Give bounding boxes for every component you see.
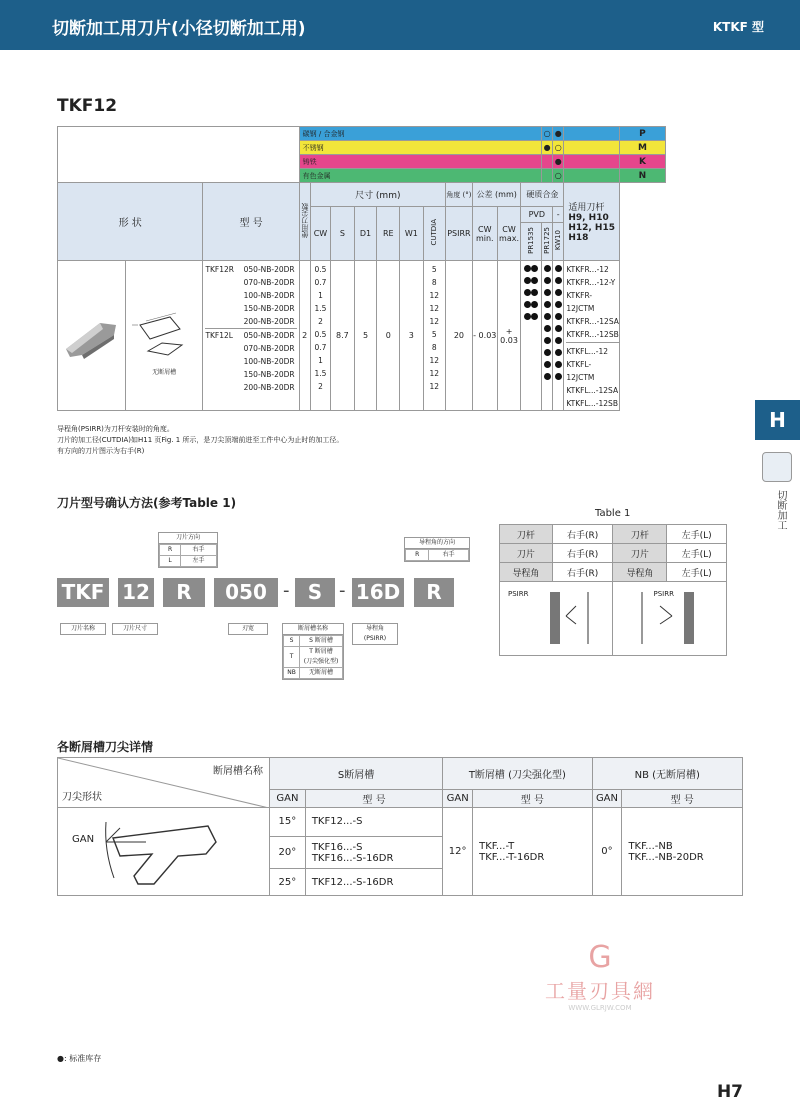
model-l-050: 050-NB-20DR	[243, 331, 295, 340]
insert-photo-icon	[58, 305, 124, 365]
model-cell	[203, 261, 299, 411]
group-l: TKF12L	[205, 331, 233, 340]
material-p-name: 碳钢 / 合金钢	[299, 127, 541, 141]
psirr-value: 20	[445, 261, 472, 411]
note-cutdia: 刀片的加工径(CUTDIA)如H11 页Fig. 1 所示，是刀尖顶端前进至工件中心为止时的加工径。	[57, 436, 344, 444]
material-k-name: 铸铁	[299, 155, 541, 169]
page-title: 切断加工用刀片(小径切断加工用)	[52, 19, 306, 39]
code-dash-1: -	[283, 580, 290, 601]
grade-pr1535: PR1535	[527, 227, 536, 254]
chip-box-title: 断屑槽名称	[283, 624, 343, 635]
material-n-name: 有色金属	[299, 169, 541, 183]
re-value: 0	[377, 261, 400, 411]
insert-drawing	[125, 261, 203, 411]
col-d1: D1	[354, 207, 377, 261]
stock-pr1535	[521, 261, 542, 411]
group-r: TKF12R	[205, 265, 235, 274]
material-m-name: 不锈钢	[299, 141, 541, 155]
code-s: S	[295, 578, 335, 607]
col-w1: W1	[400, 207, 423, 261]
spec-table: 碳钢 / 合金钢 ○ ● P 不锈钢 ● ○ M 铸铁 ● K 有色金属 ○ N 形 状 型 号 使用刀尖数 尺寸 (mm) 角度 (°) 公差 (mm) 硬质合金 适用刀杆 H9, H10 H12, H15 H18 CW S D1 RE W1 CUTDIA PSIRR CW min. CW max. PVD - PR1535 PR1725 KW10 无断屑槽 TKF12R 050-NB-20DR 070-NB-20DR 100-NB-20DR 150-NB-20DR 200-NB-20DR TKF12L 050-NB-20DR 070-NB-20DR 100-NB-20DR 150-NB-20DR 200-NB-20DR 2 0.5 0.7 1 1.5 2 0.5 0.7 1 1.5 2 8.7 5 0 3 5 8 12 12 12 5 8 12 12 12 20 - 0.03 + 0.03 KTKFR...-12 KTKFR...-12-Y KTKFR-12JCTM KTKFR...-12SA KTKFR...-12SB KTKFL...-12 KTKFL-12JCTM KTKFL...-12SA KTKFL...-12SB	[57, 126, 666, 411]
size-header: 尺寸 (mm)	[310, 183, 445, 207]
holder-header	[564, 183, 620, 261]
note-direction: 有方向的刀片图示为右手(R)	[57, 447, 145, 455]
corners-header: 使用刀尖数	[300, 203, 309, 238]
tip-shape-drawing: GAN	[58, 808, 270, 896]
breaker-title: 各断屑槽刀尖详情	[57, 740, 154, 754]
material-n-code: N	[619, 169, 665, 183]
col-psirr: PSIRR	[445, 207, 472, 261]
d1-value: 5	[354, 261, 377, 411]
model-r-150: 150-NB-20DR	[243, 304, 295, 313]
table1: 刀杆 右手(R) 刀杆 左手(L) 刀片 右手(R) 刀片 左手(L) 导程角 右手(R) 导程角 左手(L) PSIRR PSIRR	[499, 524, 727, 656]
model-l-070: 070-NB-20DR	[243, 344, 295, 353]
label-name: 刀片名称	[60, 623, 106, 635]
nb-models: TKF...-NB TKF...-NB-20DR	[622, 808, 743, 896]
holder-header-title: 适用刀杆	[568, 203, 605, 213]
code-050: 050	[214, 578, 278, 607]
label-lead: 导程角 (PSIRR)	[352, 623, 398, 645]
material-m-code: M	[619, 141, 665, 155]
col-cw: CW	[310, 207, 331, 261]
page-number: H7	[716, 1082, 743, 1102]
corner-cell: 断屑槽名称 刀尖形状	[58, 758, 270, 808]
col-cutdia: CUTDIA	[430, 219, 439, 246]
nb-gan: 0°	[592, 808, 622, 896]
page-header	[0, 0, 800, 50]
chip-box: 断屑槽名称 S S 断屑槽 T T 断屑槽 (刀尖强化型) NB 无断屑槽	[282, 623, 344, 680]
code-12: 12	[118, 578, 154, 607]
code-title: 刀片型号确认方法(参考Table 1)	[57, 496, 237, 510]
note-psirr: 导程角(PSIRR)为刀杆安装时的角度。	[57, 425, 174, 433]
grade-header: 硬质合金	[521, 183, 564, 207]
col-cwmin: CW min.	[472, 207, 497, 261]
t-gan: 12°	[443, 808, 473, 896]
grade-kw10: KW10	[554, 230, 563, 251]
holder-header-h9: H9, H10	[568, 213, 609, 223]
angle-header: 角度 (°)	[445, 183, 472, 207]
code-lead-r: R	[414, 578, 454, 607]
material-p-code: P	[619, 127, 665, 141]
col-s: S	[331, 207, 354, 261]
watermark: G 工量刃具網 WWW.GLRJW.COM	[545, 940, 655, 1012]
col-cwmax: CW max.	[497, 207, 521, 261]
model-r-070: 070-NB-20DR	[243, 278, 295, 287]
table1-title: Table 1	[595, 508, 631, 519]
side-tab-h[interactable]: H	[755, 400, 800, 440]
holder-values: KTKFR...-12 KTKFR...-12-Y KTKFR-12JCTM KTKFR...-12SA KTKFR...-12SB KTKFL...-12 KTKFL-12JCTM KTKFL...-12SA KTKFL...-12SB	[564, 261, 620, 411]
notes	[57, 424, 343, 457]
tolerance-header: 公差 (mm)	[472, 183, 521, 207]
model-header: 型 号	[203, 183, 299, 261]
pvd-header: PVD	[521, 207, 553, 223]
insert-photo	[58, 261, 126, 411]
direction-box-title: 刀片方向	[159, 533, 217, 544]
s-breaker-title: S断屑槽	[270, 758, 443, 790]
lead-box-title: 导程角的方向	[405, 538, 469, 549]
breaker-table: 断屑槽名称 刀尖形状 S断屑槽 T断屑槽 (刀尖强化型) NB (无断屑槽) GAN 型 号 GAN 型 号 GAN 型 号 GAN 15° TKF12...-S 12° TKF...-T TKF...-T-16DR 0° TKF...-NB TKF...-NB-20DR 20° TKF16...-S TKF16...-S-16DR 25° TKF12...-S-16DR	[57, 757, 743, 896]
side-label: 切断加工	[775, 490, 786, 530]
holder-header-h18: H18	[568, 233, 589, 243]
cutoff-icon	[762, 452, 792, 482]
insert-drawing-icon	[126, 295, 202, 365]
stock-pr1725	[542, 261, 553, 411]
col-re: RE	[377, 207, 400, 261]
lead-box: 导程角的方向 R 右手	[404, 537, 470, 562]
table1-diagram-r: PSIRR	[500, 582, 613, 656]
w1-value: 3	[400, 261, 423, 411]
cwmax-value: + 0.03	[497, 261, 521, 411]
nb-breaker-title: NB (无断屑槽)	[592, 758, 742, 790]
code-r: R	[163, 578, 205, 607]
model-r-100: 100-NB-20DR	[243, 291, 295, 300]
t-breaker-title: T断屑槽 (刀尖强化型)	[443, 758, 592, 790]
model-r-050: 050-NB-20DR	[243, 265, 295, 274]
stock-kw10	[553, 261, 564, 411]
model-title: TKF12	[57, 96, 118, 116]
dash-header: -	[553, 207, 564, 223]
model-r-200: 200-NB-20DR	[243, 317, 295, 326]
label-size: 刀片尺寸	[112, 623, 158, 635]
table1-diagram-l: PSIRR	[613, 582, 727, 656]
code-dash-2: -	[339, 580, 346, 601]
watermark-logo-icon: G	[588, 940, 612, 975]
code-tkf: TKF	[57, 578, 109, 607]
shape-caption: 无断屑槽	[152, 369, 177, 376]
tip-shape-icon	[58, 808, 269, 892]
cutdia-values: 5 8 12 12 12 5 8 12 12 12	[423, 261, 445, 411]
label-width: 刃宽	[228, 623, 268, 635]
code-16d: 16D	[352, 578, 404, 607]
holder-header-h12: H12, H15	[568, 223, 615, 233]
grade-pr1725: PR1725	[543, 227, 552, 254]
product-type: KTKF 型	[712, 20, 764, 34]
shape-header: 形 状	[58, 183, 203, 261]
model-l-150: 150-NB-20DR	[243, 370, 295, 379]
material-k-code: K	[619, 155, 665, 169]
model-l-100: 100-NB-20DR	[243, 357, 295, 366]
t-models: TKF...-T TKF...-T-16DR	[473, 808, 592, 896]
cwmin-value: - 0.03	[472, 261, 497, 411]
footer-legend: ●: 标准库存	[57, 1054, 102, 1063]
s-value: 8.7	[331, 261, 354, 411]
direction-box: 刀片方向 R 右手 L 左手	[158, 532, 218, 568]
model-l-200: 200-NB-20DR	[243, 383, 295, 392]
corners-value: 2	[299, 261, 310, 411]
cw-values: 0.5 0.7 1 1.5 2 0.5 0.7 1 1.5 2	[310, 261, 331, 411]
